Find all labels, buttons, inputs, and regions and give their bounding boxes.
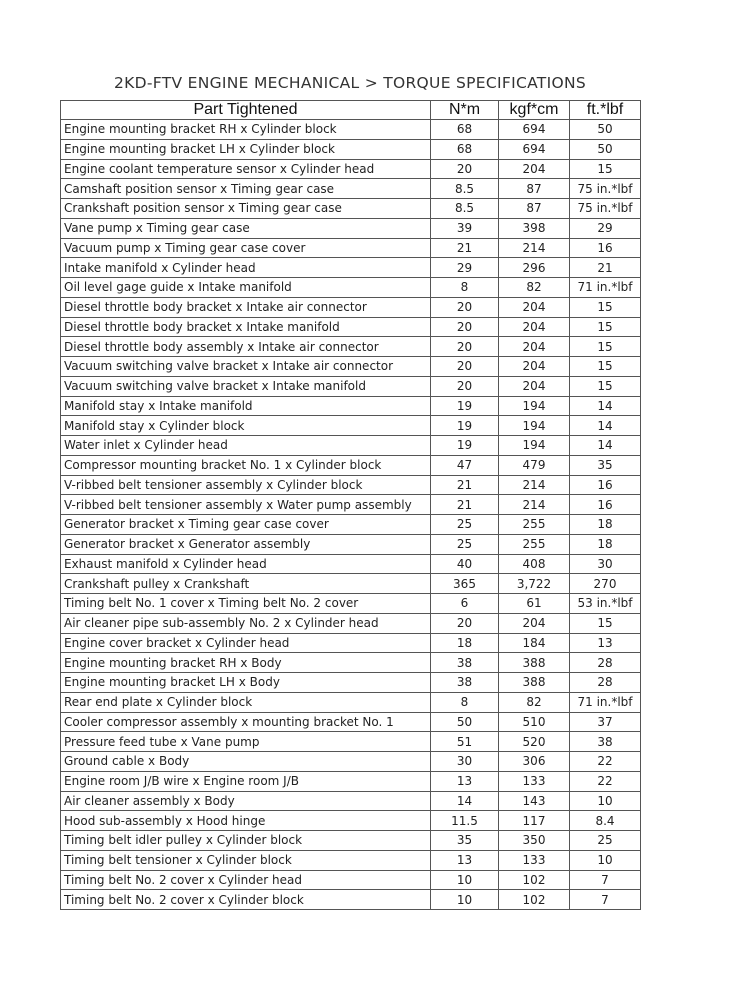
kgf-cell: 296 <box>499 258 570 278</box>
part-cell: Timing belt idler pulley x Cylinder block <box>61 831 431 851</box>
kgf-cell: 102 <box>499 890 570 910</box>
nm-cell: 25 <box>431 515 499 535</box>
ft-lbf-cell: 15 <box>570 337 641 357</box>
kgf-cell: 408 <box>499 554 570 574</box>
nm-cell: 68 <box>431 120 499 140</box>
kgf-cell: 61 <box>499 594 570 614</box>
ft-lbf-cell: 28 <box>570 653 641 673</box>
nm-cell: 20 <box>431 357 499 377</box>
table-row <box>61 139 641 159</box>
ft-lbf-cell: 38 <box>570 732 641 752</box>
ft-lbf-cell: 7 <box>570 870 641 890</box>
nm-cell: 35 <box>431 831 499 851</box>
part-cell: V-ribbed belt tensioner assembly x Water pump assembly <box>61 495 431 515</box>
ft-lbf-cell: 50 <box>570 139 641 159</box>
ft-lbf-cell: 35 <box>570 455 641 475</box>
kgf-cell: 82 <box>499 692 570 712</box>
nm-cell: 20 <box>431 159 499 179</box>
kgf-cell: 194 <box>499 396 570 416</box>
part-cell: Diesel throttle body bracket x Intake manifold <box>61 317 431 337</box>
ft-lbf-cell: 10 <box>570 850 641 870</box>
kgf-cell: 194 <box>499 416 570 436</box>
part-cell: Engine mounting bracket LH x Cylinder block <box>61 139 431 159</box>
table-row <box>61 159 641 179</box>
kgf-cell: 255 <box>499 534 570 554</box>
nm-cell: 19 <box>431 436 499 456</box>
ft-lbf-cell: 29 <box>570 218 641 238</box>
table-row <box>61 396 641 416</box>
table-row <box>61 495 641 515</box>
table-row <box>61 218 641 238</box>
nm-cell: 13 <box>431 850 499 870</box>
page-title: 2KD-FTV ENGINE MECHANICAL > TORQUE SPECIFICATIONS <box>114 74 586 92</box>
table-row <box>61 791 641 811</box>
nm-cell: 38 <box>431 653 499 673</box>
part-cell: Vacuum switching valve bracket x Intake air connector <box>61 357 431 377</box>
part-cell: Ground cable x Body <box>61 752 431 772</box>
part-cell: Air cleaner assembly x Body <box>61 791 431 811</box>
ft-lbf-cell: 14 <box>570 416 641 436</box>
nm-cell: 51 <box>431 732 499 752</box>
kgf-cell: 117 <box>499 811 570 831</box>
part-cell: Oil level gage guide x Intake manifold <box>61 278 431 298</box>
ft-lbf-cell: 75 in.*lbf <box>570 199 641 219</box>
ft-lbf-cell: 25 <box>570 831 641 851</box>
kgf-cell: 143 <box>499 791 570 811</box>
nm-cell: 6 <box>431 594 499 614</box>
table-row <box>61 594 641 614</box>
ft-lbf-cell: 75 in.*lbf <box>570 179 641 199</box>
torque-spec-table <box>60 100 641 910</box>
nm-cell: 10 <box>431 890 499 910</box>
part-cell: Engine coolant temperature sensor x Cylinder head <box>61 159 431 179</box>
ft-lbf-cell: 10 <box>570 791 641 811</box>
ft-lbf-cell: 18 <box>570 534 641 554</box>
ft-lbf-cell: 71 in.*lbf <box>570 278 641 298</box>
ft-lbf-cell: 16 <box>570 475 641 495</box>
ft-lbf-cell: 50 <box>570 120 641 140</box>
table-row <box>61 278 641 298</box>
header-newton-meter: N*m <box>431 101 499 120</box>
nm-cell: 8 <box>431 278 499 298</box>
table-row <box>61 732 641 752</box>
kgf-cell: 388 <box>499 653 570 673</box>
nm-cell: 21 <box>431 475 499 495</box>
nm-cell: 40 <box>431 554 499 574</box>
table-row <box>61 752 641 772</box>
kgf-cell: 204 <box>499 297 570 317</box>
part-cell: Rear end plate x Cylinder block <box>61 692 431 712</box>
ft-lbf-cell: 15 <box>570 159 641 179</box>
part-cell: Compressor mounting bracket No. 1 x Cylinder block <box>61 455 431 475</box>
part-cell: Diesel throttle body bracket x Intake air connector <box>61 297 431 317</box>
nm-cell: 21 <box>431 238 499 258</box>
table-row <box>61 199 641 219</box>
table-row <box>61 771 641 791</box>
part-cell: Engine room J/B wire x Engine room J/B <box>61 771 431 791</box>
part-cell: Generator bracket x Timing gear case cover <box>61 515 431 535</box>
kgf-cell: 214 <box>499 475 570 495</box>
nm-cell: 18 <box>431 633 499 653</box>
part-cell: Engine mounting bracket RH x Cylinder block <box>61 120 431 140</box>
table-row <box>61 416 641 436</box>
part-cell: Cooler compressor assembly x mounting bracket No. 1 <box>61 712 431 732</box>
header-kgf-cm: kgf*cm <box>499 101 570 120</box>
table-row <box>61 475 641 495</box>
kgf-cell: 204 <box>499 317 570 337</box>
table-row <box>61 574 641 594</box>
kgf-cell: 133 <box>499 850 570 870</box>
table-row <box>61 633 641 653</box>
part-cell: Diesel throttle body assembly x Intake air connector <box>61 337 431 357</box>
ft-lbf-cell: 14 <box>570 436 641 456</box>
kgf-cell: 306 <box>499 752 570 772</box>
nm-cell: 19 <box>431 396 499 416</box>
kgf-cell: 3,722 <box>499 574 570 594</box>
nm-cell: 11.5 <box>431 811 499 831</box>
table-row <box>61 831 641 851</box>
kgf-cell: 694 <box>499 139 570 159</box>
kgf-cell: 398 <box>499 218 570 238</box>
table-row <box>61 337 641 357</box>
part-cell: Engine cover bracket x Cylinder head <box>61 633 431 653</box>
nm-cell: 25 <box>431 534 499 554</box>
part-cell: Timing belt No. 1 cover x Timing belt No. 2 cover <box>61 594 431 614</box>
table-row <box>61 554 641 574</box>
nm-cell: 29 <box>431 258 499 278</box>
nm-cell: 10 <box>431 870 499 890</box>
ft-lbf-cell: 71 in.*lbf <box>570 692 641 712</box>
kgf-cell: 87 <box>499 199 570 219</box>
part-cell: Engine mounting bracket RH x Body <box>61 653 431 673</box>
kgf-cell: 204 <box>499 337 570 357</box>
table-body <box>61 120 641 910</box>
table-row <box>61 436 641 456</box>
kgf-cell: 255 <box>499 515 570 535</box>
kgf-cell: 388 <box>499 673 570 693</box>
nm-cell: 21 <box>431 495 499 515</box>
kgf-cell: 350 <box>499 831 570 851</box>
part-cell: Crankshaft pulley x Crankshaft <box>61 574 431 594</box>
part-cell: Hood sub-assembly x Hood hinge <box>61 811 431 831</box>
ft-lbf-cell: 53 in.*lbf <box>570 594 641 614</box>
part-cell: Crankshaft position sensor x Timing gear case <box>61 199 431 219</box>
table-row <box>61 673 641 693</box>
part-cell: Manifold stay x Cylinder block <box>61 416 431 436</box>
ft-lbf-cell: 21 <box>570 258 641 278</box>
part-cell: Timing belt No. 2 cover x Cylinder head <box>61 870 431 890</box>
part-cell: Vacuum switching valve bracket x Intake manifold <box>61 376 431 396</box>
kgf-cell: 204 <box>499 357 570 377</box>
table-row <box>61 317 641 337</box>
table-row <box>61 890 641 910</box>
part-cell: Vane pump x Timing gear case <box>61 218 431 238</box>
ft-lbf-cell: 8.4 <box>570 811 641 831</box>
nm-cell: 13 <box>431 771 499 791</box>
ft-lbf-cell: 7 <box>570 890 641 910</box>
ft-lbf-cell: 15 <box>570 317 641 337</box>
nm-cell: 50 <box>431 712 499 732</box>
part-cell: Timing belt No. 2 cover x Cylinder block <box>61 890 431 910</box>
part-cell: Camshaft position sensor x Timing gear case <box>61 179 431 199</box>
header-part-tightened: Part Tightened <box>61 101 431 120</box>
part-cell: Air cleaner pipe sub-assembly No. 2 x Cylinder head <box>61 613 431 633</box>
kgf-cell: 204 <box>499 376 570 396</box>
part-cell: Generator bracket x Generator assembly <box>61 534 431 554</box>
kgf-cell: 82 <box>499 278 570 298</box>
ft-lbf-cell: 22 <box>570 771 641 791</box>
table-row <box>61 653 641 673</box>
table-row <box>61 238 641 258</box>
ft-lbf-cell: 28 <box>570 673 641 693</box>
nm-cell: 14 <box>431 791 499 811</box>
nm-cell: 8.5 <box>431 179 499 199</box>
nm-cell: 19 <box>431 416 499 436</box>
nm-cell: 20 <box>431 297 499 317</box>
nm-cell: 68 <box>431 139 499 159</box>
nm-cell: 365 <box>431 574 499 594</box>
ft-lbf-cell: 14 <box>570 396 641 416</box>
table-row <box>61 376 641 396</box>
nm-cell: 39 <box>431 218 499 238</box>
table-row <box>61 712 641 732</box>
ft-lbf-cell: 18 <box>570 515 641 535</box>
kgf-cell: 184 <box>499 633 570 653</box>
ft-lbf-cell: 270 <box>570 574 641 594</box>
part-cell: Timing belt tensioner x Cylinder block <box>61 850 431 870</box>
ft-lbf-cell: 16 <box>570 495 641 515</box>
kgf-cell: 204 <box>499 613 570 633</box>
table-header-row <box>61 101 641 120</box>
nm-cell: 8.5 <box>431 199 499 219</box>
kgf-cell: 694 <box>499 120 570 140</box>
nm-cell: 20 <box>431 317 499 337</box>
kgf-cell: 510 <box>499 712 570 732</box>
nm-cell: 30 <box>431 752 499 772</box>
table-row <box>61 870 641 890</box>
ft-lbf-cell: 15 <box>570 613 641 633</box>
kgf-cell: 102 <box>499 870 570 890</box>
ft-lbf-cell: 30 <box>570 554 641 574</box>
table-row <box>61 534 641 554</box>
part-cell: Water inlet x Cylinder head <box>61 436 431 456</box>
ft-lbf-cell: 15 <box>570 297 641 317</box>
nm-cell: 20 <box>431 337 499 357</box>
part-cell: Engine mounting bracket LH x Body <box>61 673 431 693</box>
ft-lbf-cell: 15 <box>570 376 641 396</box>
table-row <box>61 692 641 712</box>
kgf-cell: 479 <box>499 455 570 475</box>
table-row <box>61 811 641 831</box>
nm-cell: 20 <box>431 613 499 633</box>
table-row <box>61 515 641 535</box>
ft-lbf-cell: 15 <box>570 357 641 377</box>
part-cell: Pressure feed tube x Vane pump <box>61 732 431 752</box>
nm-cell: 20 <box>431 376 499 396</box>
table-row <box>61 850 641 870</box>
ft-lbf-cell: 13 <box>570 633 641 653</box>
part-cell: V-ribbed belt tensioner assembly x Cylinder block <box>61 475 431 495</box>
table-row <box>61 179 641 199</box>
part-cell: Intake manifold x Cylinder head <box>61 258 431 278</box>
part-cell: Vacuum pump x Timing gear case cover <box>61 238 431 258</box>
table-row <box>61 120 641 140</box>
nm-cell: 8 <box>431 692 499 712</box>
kgf-cell: 204 <box>499 159 570 179</box>
table-row <box>61 297 641 317</box>
kgf-cell: 87 <box>499 179 570 199</box>
part-cell: Manifold stay x Intake manifold <box>61 396 431 416</box>
table-row <box>61 258 641 278</box>
kgf-cell: 214 <box>499 238 570 258</box>
kgf-cell: 520 <box>499 732 570 752</box>
table-row <box>61 357 641 377</box>
ft-lbf-cell: 37 <box>570 712 641 732</box>
ft-lbf-cell: 22 <box>570 752 641 772</box>
part-cell: Exhaust manifold x Cylinder head <box>61 554 431 574</box>
ft-lbf-cell: 16 <box>570 238 641 258</box>
header-ft-lbf: ft.*lbf <box>570 101 641 120</box>
nm-cell: 38 <box>431 673 499 693</box>
kgf-cell: 194 <box>499 436 570 456</box>
nm-cell: 47 <box>431 455 499 475</box>
table-row <box>61 613 641 633</box>
kgf-cell: 214 <box>499 495 570 515</box>
table-row <box>61 455 641 475</box>
kgf-cell: 133 <box>499 771 570 791</box>
